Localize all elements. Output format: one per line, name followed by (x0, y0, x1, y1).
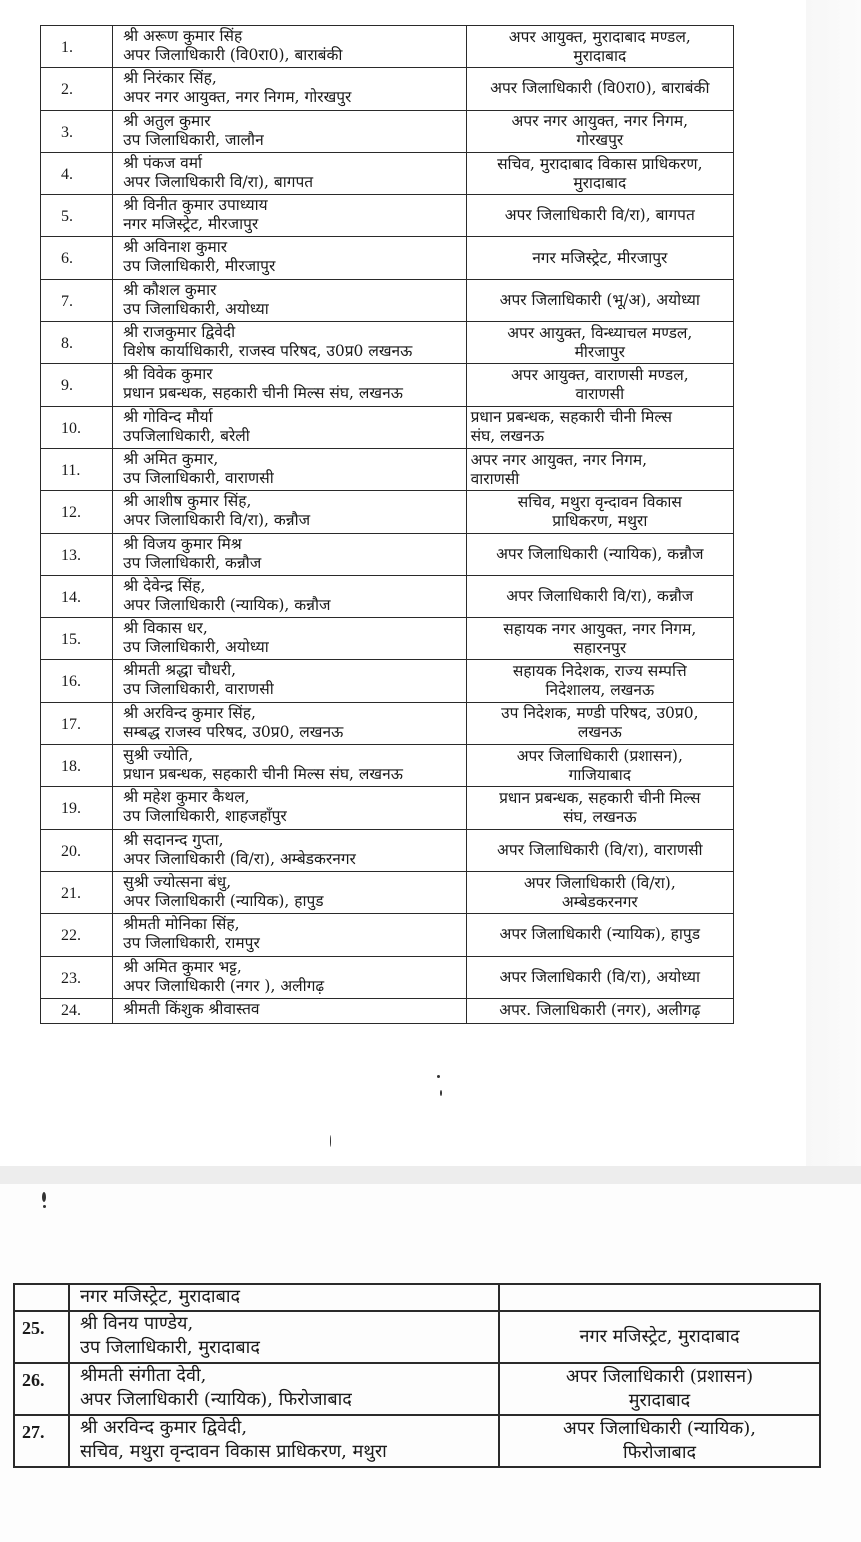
new-posting-line: प्रधान प्रबन्धक, सहकारी चीनी मिल्स (470, 408, 672, 427)
new-posting-cell (466, 702, 733, 744)
officer-cell (113, 364, 467, 406)
table-row (41, 871, 734, 913)
new-posting-line: उप निदेशक, मण्डी परिषद, उ0प्र0, (501, 704, 699, 723)
serial-number-cell: 21. (41, 871, 113, 913)
serial-number-cell: 5. (41, 195, 113, 237)
new-posting-line: अपर जिलाधिकारी (वि/रा), अयोध्या (499, 967, 701, 986)
officer-cell (113, 829, 467, 871)
serial-number-cell: 16. (41, 660, 113, 702)
table-row (41, 702, 734, 744)
officer-name: श्रीमती किंशुक श्रीवास्तव (123, 999, 260, 1018)
officer-name: श्री विजय कुमार मिश्र (123, 534, 242, 553)
officer-cell (113, 195, 467, 237)
officer-name: श्री कौशल कुमार (123, 280, 217, 299)
officer-cell (113, 152, 467, 194)
current-posting: उप जिलाधिकारी, कन्नौज (123, 553, 262, 572)
serial-number-cell: 4. (41, 152, 113, 194)
new-posting-cell (466, 152, 733, 194)
new-posting-line: अपर. जिलाधिकारी (नगर), अलीगढ़ (499, 1001, 701, 1020)
new-posting-line: नगर मजिस्ट्रेट, मुरादाबाद (579, 1326, 740, 1347)
new-posting-line: अपर नगर आयुक्त, नगर निगम, (470, 450, 648, 469)
new-posting-line: सचिव, मुरादाबाद विकास प्राधिकरण, (497, 154, 703, 173)
new-posting-line: संघ, लखनऊ (470, 427, 545, 446)
new-posting-line: प्रधान प्रबन्धक, सहकारी चीनी मिल्स (499, 788, 701, 807)
officer-cell (113, 237, 467, 279)
current-posting: उप जिलाधिकारी, शाहजहाँपुर (123, 807, 287, 826)
serial-number-cell: 15. (41, 618, 113, 660)
new-posting-cell (466, 406, 733, 448)
new-posting-line: वाराणसी (575, 385, 625, 404)
new-posting-line: प्राधिकरण, मथुरा (552, 511, 648, 530)
new-posting-cell (466, 914, 733, 956)
serial-number-cell: 6. (41, 237, 113, 279)
serial-number-cell: 14. (41, 575, 113, 617)
table-row (41, 575, 734, 617)
officer-cell (113, 575, 467, 617)
officer-name: श्री विवेक कुमार (123, 365, 213, 384)
table-row (41, 491, 734, 533)
new-posting-line: गोरखपुर (576, 131, 624, 150)
serial-number-cell: 7. (41, 279, 113, 321)
serial-number-cell: 18. (41, 745, 113, 787)
current-posting: उप जिलाधिकारी, मुरादाबाद (80, 1337, 260, 1358)
current-posting: उप जिलाधिकारी, अयोध्या (123, 638, 269, 657)
new-posting-line: गाजियाबाद (568, 765, 631, 784)
new-posting-line: निदेशालय, लखनऊ (545, 681, 655, 700)
serial-number-cell: 24. (41, 998, 113, 1023)
new-posting-cell (466, 110, 733, 152)
officer-name: श्री विकास धर, (123, 619, 208, 638)
serial-number-cell: 25. (14, 1311, 69, 1363)
officer-cell (113, 448, 467, 490)
table-row (41, 152, 734, 194)
serial-number-cell: 20. (41, 829, 113, 871)
officer-cell (113, 26, 467, 68)
officer-cell (69, 1284, 499, 1311)
serial-number-cell: 1. (41, 26, 113, 68)
officer-name: श्री अरूण कुमार सिंह (123, 27, 243, 45)
serial-number-cell: 23. (41, 956, 113, 998)
new-posting-cell (466, 237, 733, 279)
serial-number-cell: 2. (41, 68, 113, 110)
table-row (41, 364, 734, 406)
officer-cell (113, 914, 467, 956)
officer-name: श्री अविनाश कुमार (123, 238, 228, 257)
officer-name: श्री अमित कुमार भट्ट, (123, 957, 242, 976)
continuation-row (14, 1284, 820, 1311)
officer-name: श्री विनय पाण्डेय, (80, 1313, 194, 1334)
new-posting-cell (499, 1363, 820, 1415)
new-posting-line: अपर जिलाधिकारी (वि/रा), (523, 873, 676, 892)
table-row (41, 618, 734, 660)
new-posting-line: अपर जिलाधिकारी (न्यायिक), (562, 1418, 756, 1439)
new-posting-line: संघ, लखनऊ (563, 807, 637, 826)
table-row (41, 448, 734, 490)
table-row (41, 195, 734, 237)
officer-cell (113, 871, 467, 913)
new-posting-line: सचिव, मथुरा वृन्दावन विकास (517, 492, 682, 511)
current-posting: अपर जिलाधिकारी (वि0रा0), बाराबंकी (123, 46, 343, 64)
officer-name: श्री महेश कुमार कैथल, (123, 788, 250, 807)
current-posting: प्रधान प्रबन्धक, सहकारी चीनी मिल्स संघ, लखनऊ (123, 765, 403, 784)
page-gap (0, 1166, 861, 1184)
serial-number-cell: 27. (14, 1415, 69, 1467)
table-row (41, 322, 734, 364)
new-posting-cell (466, 448, 733, 490)
table-row (41, 68, 734, 110)
new-posting-line: अपर आयुक्त, वाराणसी मण्डल, (510, 366, 689, 385)
current-posting: अपर नगर आयुक्त, नगर निगम, गोरखपुर (123, 88, 352, 107)
current-posting: अपर जिलाधिकारी वि/रा), कन्नौज (123, 511, 311, 530)
new-posting-cell (499, 1311, 820, 1363)
officer-cell (113, 660, 467, 702)
officer-cell (113, 491, 467, 533)
transfer-table-page-1 (40, 25, 734, 1024)
current-posting: सचिव, मथुरा वृन्दावन विकास प्राधिकरण, मथुरा (80, 1441, 387, 1462)
new-posting-line: अपर जिलाधिकारी (प्रशासन), (516, 746, 683, 765)
current-posting: अपर जिलाधिकारी (न्यायिक), कन्नौज (123, 595, 331, 614)
new-posting-cell (466, 871, 733, 913)
new-posting-cell (466, 956, 733, 998)
table-row (41, 787, 734, 829)
current-posting: अपर जिलाधिकारी (न्यायिक), हापुड (123, 891, 324, 910)
scan-speck (440, 1090, 442, 1096)
table-row (41, 279, 734, 321)
officer-name: श्रीमती मोनिका सिंह, (123, 915, 240, 934)
new-posting-cell (466, 26, 733, 68)
page-shadow (806, 0, 861, 1185)
officer-name: श्रीमती श्रद्धा चौधरी, (123, 661, 237, 680)
new-posting-line: लखनऊ (577, 723, 622, 742)
new-posting-cell (499, 1284, 820, 1311)
new-posting-line: अम्बेडकरनगर (561, 892, 638, 911)
new-posting-line: अपर जिलाधिकारी (वि/रा), वाराणसी (497, 840, 703, 859)
new-posting-line: सहायक निदेशक, राज्य सम्पत्ति (512, 662, 687, 681)
new-posting-cell (466, 195, 733, 237)
table-row (14, 1363, 820, 1415)
new-posting-line: अपर जिलाधिकारी (वि0रा0), बाराबंकी (490, 79, 710, 98)
new-posting-line: वाराणसी (470, 469, 520, 488)
current-posting: सम्बद्ध राजस्व परिषद, उ0प्र0, लखनऊ (123, 722, 344, 741)
officer-name: श्री अरविन्द कुमार द्विवेदी, (80, 1417, 248, 1438)
serial-number-cell: 3. (41, 110, 113, 152)
officer-cell (113, 956, 467, 998)
new-posting-line: अपर जिलाधिकारी (प्रशासन) (565, 1366, 754, 1387)
new-posting-cell (466, 829, 733, 871)
new-posting-cell (466, 68, 733, 110)
new-posting-cell (466, 998, 733, 1023)
officer-cell (113, 406, 467, 448)
table-row (41, 956, 734, 998)
new-posting-cell (466, 364, 733, 406)
new-posting-cell (466, 787, 733, 829)
table-row (41, 998, 734, 1023)
current-posting: अपर जिलाधिकारी (नगर ), अलीगढ़ (123, 976, 325, 995)
new-posting-cell (466, 660, 733, 702)
new-posting-line: नगर मजिस्ट्रेट, मीरजापुर (532, 248, 668, 267)
new-posting-line: अपर जिलाधिकारी (भू/अ), अयोध्या (499, 290, 700, 309)
table-row (41, 110, 734, 152)
table-row (14, 1311, 820, 1363)
officer-name: श्री देवेन्द्र सिंह, (123, 576, 206, 595)
new-posting-line: मीरजापुर (574, 342, 625, 361)
serial-number-cell (14, 1284, 69, 1311)
table-row (41, 533, 734, 575)
officer-cell (113, 702, 467, 744)
new-posting-line: मुरादाबाद (573, 173, 627, 192)
current-posting: उप जिलाधिकारी, जालौन (123, 130, 264, 149)
new-posting-line: अपर जिलाधिकारी (न्यायिक), हापुड (499, 925, 701, 944)
serial-number-cell: 26. (14, 1363, 69, 1415)
officer-cell (69, 1311, 499, 1363)
current-posting: प्रधान प्रबन्धक, सहकारी चीनी मिल्स संघ, लखनऊ (123, 384, 403, 403)
current-posting: उप जिलाधिकारी, मीरजापुर (123, 257, 276, 276)
new-posting-cell (466, 745, 733, 787)
officer-cell (113, 68, 467, 110)
serial-number-cell: 8. (41, 322, 113, 364)
table-row (41, 660, 734, 702)
serial-number-cell: 9. (41, 364, 113, 406)
table-row (41, 26, 734, 68)
scan-speck (330, 1135, 331, 1147)
continued-text: नगर मजिस्ट्रेट, मुरादाबाद (80, 1286, 241, 1307)
new-posting-line: अपर जिलाधिकारी (न्यायिक), कन्नौज (496, 544, 704, 563)
officer-name: श्री अतुल कुमार (123, 111, 211, 130)
new-posting-line: अपर जिलाधिकारी वि/रा), बागपत (504, 206, 695, 225)
serial-number-cell: 19. (41, 787, 113, 829)
scan-speck (42, 1192, 46, 1202)
current-posting: उप जिलाधिकारी, रामपुर (123, 934, 260, 953)
officer-name: श्री गोविन्द मौर्या (123, 407, 213, 426)
serial-number-cell: 11. (41, 448, 113, 490)
current-posting: उप जिलाधिकारी, वाराणसी (123, 680, 274, 699)
new-posting-line: अपर आयुक्त, मुरादाबाद मण्डल, (508, 27, 691, 46)
serial-number-cell: 10. (41, 406, 113, 448)
new-posting-cell (466, 575, 733, 617)
officer-name: सुश्री ज्योत्सना बंधु, (123, 872, 232, 891)
table-row (14, 1415, 820, 1467)
scan-speck (43, 1205, 46, 1208)
new-posting-line: सहायक नगर आयुक्त, नगर निगम, (503, 619, 697, 638)
new-posting-cell (466, 533, 733, 575)
current-posting: उपजिलाधिकारी, बरेली (123, 426, 250, 445)
officer-name: श्री अरविन्द कुमार सिंह, (123, 703, 256, 722)
table-row (41, 406, 734, 448)
officer-cell (113, 533, 467, 575)
new-posting-cell (466, 491, 733, 533)
current-posting: उप जिलाधिकारी, अयोध्या (123, 299, 269, 318)
new-posting-line: अपर आयुक्त, विन्ध्याचल मण्डल, (507, 323, 693, 342)
current-posting: नगर मजिस्ट्रेट, मीरजापुर (123, 215, 259, 234)
officer-cell (69, 1363, 499, 1415)
new-posting-line: फिरोजाबाद (622, 1442, 697, 1463)
new-posting-line: सहारनपुर (573, 638, 627, 657)
transfer-table-page-2 (13, 1283, 821, 1468)
current-posting: विशेष कार्याधिकारी, राजस्व परिषद, उ0प्र0 लखनऊ (123, 342, 413, 361)
serial-number-cell: 12. (41, 491, 113, 533)
current-posting: अपर जिलाधिकारी (न्यायिक), फिरोजाबाद (80, 1389, 352, 1410)
serial-number-cell: 17. (41, 702, 113, 744)
officer-name: श्री अमित कुमार, (123, 449, 219, 468)
officer-name: श्री सदानन्द गुप्ता, (123, 830, 224, 849)
new-posting-cell (499, 1415, 820, 1467)
new-posting-cell (466, 322, 733, 364)
officer-cell (113, 279, 467, 321)
officer-cell (69, 1415, 499, 1467)
officer-name: श्री आशीष कुमार सिंह, (123, 492, 252, 511)
new-posting-line: अपर जिलाधिकारी वि/रा), कन्नौज (506, 587, 694, 605)
officer-name: सुश्री ज्योति, (123, 746, 194, 765)
officer-cell (113, 110, 467, 152)
new-posting-cell (466, 618, 733, 660)
new-posting-line: मुरादाबाद (628, 1390, 691, 1411)
current-posting: अपर जिलाधिकारी वि/रा), बागपत (123, 172, 314, 191)
officer-name: श्री पंकज वर्मा (123, 153, 203, 172)
table-row (41, 745, 734, 787)
officer-cell (113, 745, 467, 787)
new-posting-cell (466, 279, 733, 321)
officer-cell (113, 998, 467, 1023)
new-posting-line: मुरादाबाद (573, 46, 627, 65)
current-posting: अपर जिलाधिकारी (वि/रा), अम्बेडकरनगर (123, 849, 356, 868)
scan-speck (437, 1075, 440, 1078)
serial-number-cell: 22. (41, 914, 113, 956)
officer-cell (113, 618, 467, 660)
table-row (41, 829, 734, 871)
current-posting: उप जिलाधिकारी, वाराणसी (123, 468, 274, 487)
officer-cell (113, 322, 467, 364)
new-posting-line: अपर नगर आयुक्त, नगर निगम, (511, 112, 689, 131)
officer-name: श्री राजकुमार द्विवेदी (123, 323, 236, 342)
table-row (41, 914, 734, 956)
officer-name: श्री निरंकार सिंह, (123, 69, 217, 88)
officer-name: श्री विनीत कुमार उपाध्याय (123, 196, 268, 215)
table-row (41, 237, 734, 279)
officer-name: श्रीमती संगीता देवी, (80, 1365, 207, 1386)
serial-number-cell: 13. (41, 533, 113, 575)
officer-cell (113, 787, 467, 829)
